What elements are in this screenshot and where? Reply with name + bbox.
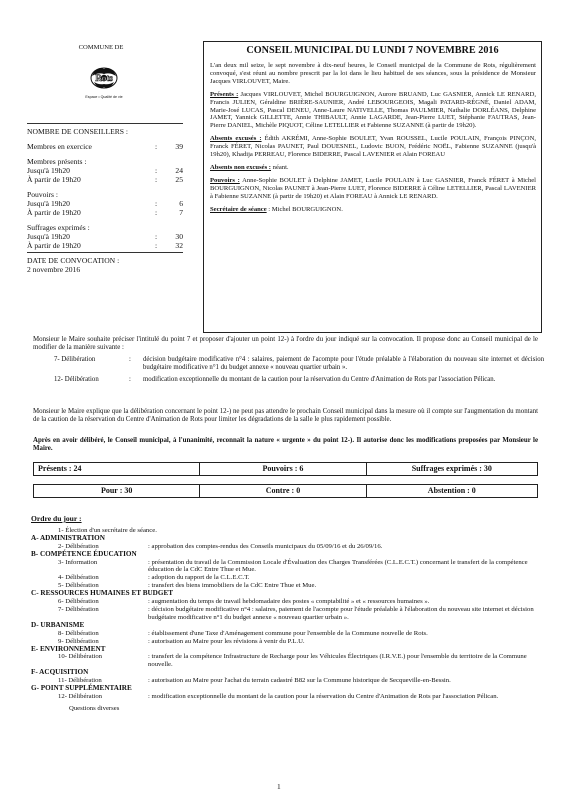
agenda-item [31,606,546,622]
stats-row-value: 24 [175,166,183,175]
agenda-item-label: 10- Délibération [58,653,103,661]
agenda-sections [31,535,546,701]
agenda-section-title: A- ADMINISTRATION [31,533,105,542]
stats-row-label: Membres en exercice [27,142,92,151]
presents-label: Présents : [210,90,239,98]
stats-row-value [163,223,183,232]
agenda-section-title: G- POINT SUPPLÉMENTAIRE [31,684,132,693]
stats-row-colon [149,157,163,166]
session-title: CONSEIL MUNICIPAL DU LUNDI 7 NOVEMBRE 2016 [246,45,499,56]
stats-row [27,166,183,175]
stats-row-colon: : [154,142,158,151]
agenda-item [31,630,546,638]
modified-item [54,376,544,384]
votes-pour: Pour : 30 [34,485,200,498]
agenda-item-text: : décision budgétaire modificative n°4 : salaires, paiement de l'acompte pour l'étude préalable à l'élaboration du nouveau site internet et décision budgétaire modificative n°1 du budget annexe « nouveau quartier urbain ». [148,605,534,621]
agenda-section-title: E- ENVIRONNEMENT [31,644,106,653]
agenda-item-label: 3- Information [58,558,98,566]
excuses-label: Absents excusés : [210,135,262,143]
excuses-paragraph [210,135,536,159]
logo-name: Rots [95,73,113,83]
agenda-last-item: Questions diverses [69,704,120,712]
pouvoirs-paragraph [210,177,536,201]
agenda-item [31,559,546,575]
convocation-heading: DATE DE CONVOCATION : [27,256,120,265]
agenda-item-text: : autorisation au Maire pour l'achat du terrain cadastré B82 sur la Commune historique de Secqueville-en-Bessin. [148,677,451,685]
stats-row-value: 7 [179,208,183,217]
stats-row [27,232,183,241]
agenda-item-label: 4- Délibération [58,574,99,582]
commune-label: COMMUNE DE [78,44,124,51]
stats-row-colon [149,190,163,199]
agenda [31,515,546,713]
modified-item [54,356,544,372]
agenda-item-label: 6- Délibération [58,598,99,606]
session-header-box [203,41,542,333]
council-stats [27,121,183,274]
modified-item-label: 12- Délibération [54,376,99,383]
agenda-item-label: 8- Délibération [58,629,99,637]
stats-row [27,241,183,250]
agenda-item-text: : transfert de la compétence Infrastructure de Recharge pour les Véhicules Électriques (I.R.V.E.) pour l'ensemble du territoire de la Commune nouvelle. [148,653,527,669]
agenda-item-text: : augmentation du temps de travail hebdomadaire des postes « comptabilité » et « ressources humaines ». [148,598,430,606]
agenda-item-text: : établissement d'une Taxe d'Aménagement commune pour l'ensemble de la Commune nouvelle de Rots. [148,629,428,637]
agenda-first-item: 1- Élection d'un secrétaire de séance. [58,526,157,534]
excuses-list: Édith AKRÉMI, Anne-Sophie BOULET, Yvan ROUSSEL, Lucile POULAIN, François PINÇON, Franck FÉRET, Nicolas PAUNET, Paul DOUESNEL, Ludovic BUON, Frédéric NOËL, Fabienne SUZANNE (jusqu'à 19h20), Khadija PERREAU, Florence BIDERRE, Pascal LAVENIER et Alain FOREAU [210,135,536,159]
agenda-item-text: : approbation des comptes-rendus des Conseils municipaux du 05/09/16 et du 26/09/16. [148,542,383,550]
divider [27,138,183,139]
agenda-item-label: 2- Délibération [58,542,99,550]
stats-row-label: À partir de 19h20 [27,208,81,217]
stats-row-value: 30 [175,232,183,241]
agenda-heading: Ordre du jour : [31,514,82,523]
stats-row [27,157,183,166]
stats-row-value: 32 [175,241,183,250]
stats-row [27,175,183,184]
stats-row-label: Jusqu'à 19h20 [27,166,70,175]
votes-pouvoirs: Pouvoirs : 6 [200,463,366,476]
agenda-item-text: : autorisation au Maire pour les révisions à venir du P.L.U. [148,637,305,645]
logo-tagline: Espace • Qualité de vie [85,95,123,99]
agenda-item-text: : modification exceptionnelle du montant de la caution pour la réservation du Centre d'Animation de Rots par l'association Pélican. [148,692,499,700]
vote-result-table [33,484,538,498]
stats-row [27,142,183,151]
modified-item-colon: : [129,356,131,363]
stats-row-label: Suffrages exprimés : [27,223,90,232]
stats-row-label: Jusqu'à 19h20 [27,199,70,208]
stats-rows [27,142,183,250]
agenda-section-title: B- COMPÉTENCE ÉDUCATION [31,549,137,558]
modified-item-label: 7- Délibération [54,356,96,363]
stats-row-label: Pouvoirs : [27,190,59,199]
agenda-section-title: C- RESSOURCES HUMAINES ET BUDGET [31,589,174,598]
agenda-section-title: D- URBANISME [31,620,85,629]
stats-row-value [163,190,183,199]
stats-heading: NOMBRE DE CONSEILLERS : [27,127,129,136]
stats-row-label: À partir de 19h20 [27,241,81,250]
modified-item-colon: : [129,376,131,383]
agenda-item [31,653,546,669]
stats-row-label: Membres présents : [27,157,87,166]
council-decision: Après en avoir délibéré, le Conseil municipal, à l'unanimité, reconnaît la nature « urgente » du point 12-). Il autorise donc les modifications proposées par Monsieur le Maire. [33,437,538,452]
modified-deliberations [54,356,544,384]
agenda-section-title: F- ACQUISITION [31,668,89,677]
stats-row [27,208,183,217]
secretaire-label: Secrétaire de séance [210,205,267,213]
stats-row-colon: : [154,241,158,250]
secretaire-value: : Michel BOURGUIGNON. [268,205,343,213]
stats-row-value: 39 [175,142,183,151]
votes-abstention: Abstention : 0 [366,485,537,498]
agenda-item-label: 9- Délibération [58,637,99,645]
presents-paragraph [210,91,536,131]
agenda-item [31,693,546,701]
stats-row-label: À partir de 19h20 [27,175,81,184]
stats-row-label: Jusqu'à 19h20 [27,232,70,241]
stats-row-value [163,157,183,166]
presents-list: Jacques VIRLOUVET, Michel BOURGUIGNON, Aurore BRUAND, Luc GASNIER, Annick LE RENARD, Francis JULIEN, Géraldine BRIÈRE-SAUNIER, André LEBOURGEOIS, Magali PATARD-RÉGNÉ, Daniel ADAM, Marie-José LUCAS, Pascal DENEU, Anne-Laure NATIVELLE, Thomas PAULMIER, Nathalie DORLÉANS, Delphine JAMET, Yannick GILLETTE, Annie THIBAULT, Annie LAGARDE, Jean-Pierre LUET, Stéphanie FAUTRAS, Jean-Pierre DANIEL, Michèle PIQUOT, Céline LETELLIER et Fabienne SUZANNE (à partir de 19h20). [210,90,536,130]
votes-suffrages: Suffrages exprimés : 30 [366,463,537,476]
attendance-table [33,462,538,476]
session-intro: L'an deux mil seize, le sept novembre à dix-neuf heures, le Conseil municipal de la Commune de Rots, régulièrement convoqué, s'est réuni au nombre prescrit par la loi dans le lieu habituel de ses séances, sous la présidence de Monsieur Jacques VIRLOUVET, Maire. [210,62,536,85]
non-excuses-value: néant. [272,163,289,171]
urgency-explanation: Monsieur le Maire explique que la délibération concernant le point 12-) ne peut pas attendre le prochain Conseil municipal dans la mesure où il compte sur l'augmentation du montant de la caution de la réservation du Centre d'Animation de Rots pour limiter les dégradations de la salle le plus rapidement possible. [33,408,538,423]
session-body [210,62,536,219]
stats-row-value: 25 [175,175,183,184]
stats-row [27,223,183,232]
agenda-item-text: : transfert des biens immobiliers de la CdC Entre Thue et Mue. [148,582,317,590]
agenda-item-text: : présentation du travail de la Commission Locale d'Évaluation des Charges Transférées (C.L.E.C.T.) concernant le transfert de la compétence éducation de la CdC Entre Thue et Mue. [148,558,528,574]
agenda-item-label: 12- Délibération [58,692,103,700]
agenda-item-label: 7- Délibération [58,605,99,613]
rots-logo [82,60,126,106]
agenda-item [31,574,546,582]
agenda-item-label: 11- Délibération [58,677,102,685]
stats-row [27,190,183,199]
agenda-item-label: 5- Délibération [58,582,99,590]
agenda-change-intro: Monsieur le Maire souhaite préciser l'intitulé du point 7 et proposer d'ajouter un point 12-) à l'ordre du jour indiqué sur la convocation. Il propose donc au Conseil municipal de le modifier de la manière suivante : [33,336,538,351]
stats-row-colon: : [154,199,158,208]
stats-row-colon: : [154,208,158,217]
agenda-item [31,598,546,606]
divider [27,123,183,124]
stats-row-colon: : [154,232,158,241]
non-excuses-label: Absents non excusés : [210,163,271,171]
convocation-date: 2 novembre 2016 [27,265,81,274]
pouvoirs-label: Pouvoirs : [210,176,240,184]
stats-row-colon: : [154,175,158,184]
votes-presents: Présents : 24 [34,463,200,476]
secretaire-paragraph [210,206,536,214]
stats-row [27,199,183,208]
stats-row-colon [149,223,163,232]
non-excuses-paragraph [210,164,536,172]
stats-row-colon: : [154,166,158,175]
page-number: 1 [277,782,281,791]
votes-contre: Contre : 0 [200,485,366,498]
divider [27,252,183,253]
modified-item-text: modification exceptionnelle du montant de la caution pour la réservation du Centre d'Animation de Rots par l'association Pélican. [143,376,496,383]
pouvoirs-list: Anne-Sophie BOULET à Delphine JAMET, Lucile POULAIN à Luc GASNIER, Franck FÉRET à Michel BOURGUIGNON, Nicolas PAUNET à Jean-Pierre LUET, Florence BIDERRE à Céline LETELLIER, Pascal LAVENIER à Fabienne SUZANNE (à partir de 19h20) et Alain FOREAU à Annick LE RENARD. [210,176,537,200]
stats-row-value: 6 [179,199,183,208]
agenda-item-text: : adoption du rapport de la C.L.E.C.T. [148,574,250,582]
agenda-item [31,638,546,646]
modified-item-text: décision budgétaire modificative n°4 : salaires, paiement de l'acompte pour l'étude préalable à l'élaboration du nouveau site internet et décision budgétaire modificative n°1 du budget annexe « nouveau quartier urbain ». [143,356,544,371]
